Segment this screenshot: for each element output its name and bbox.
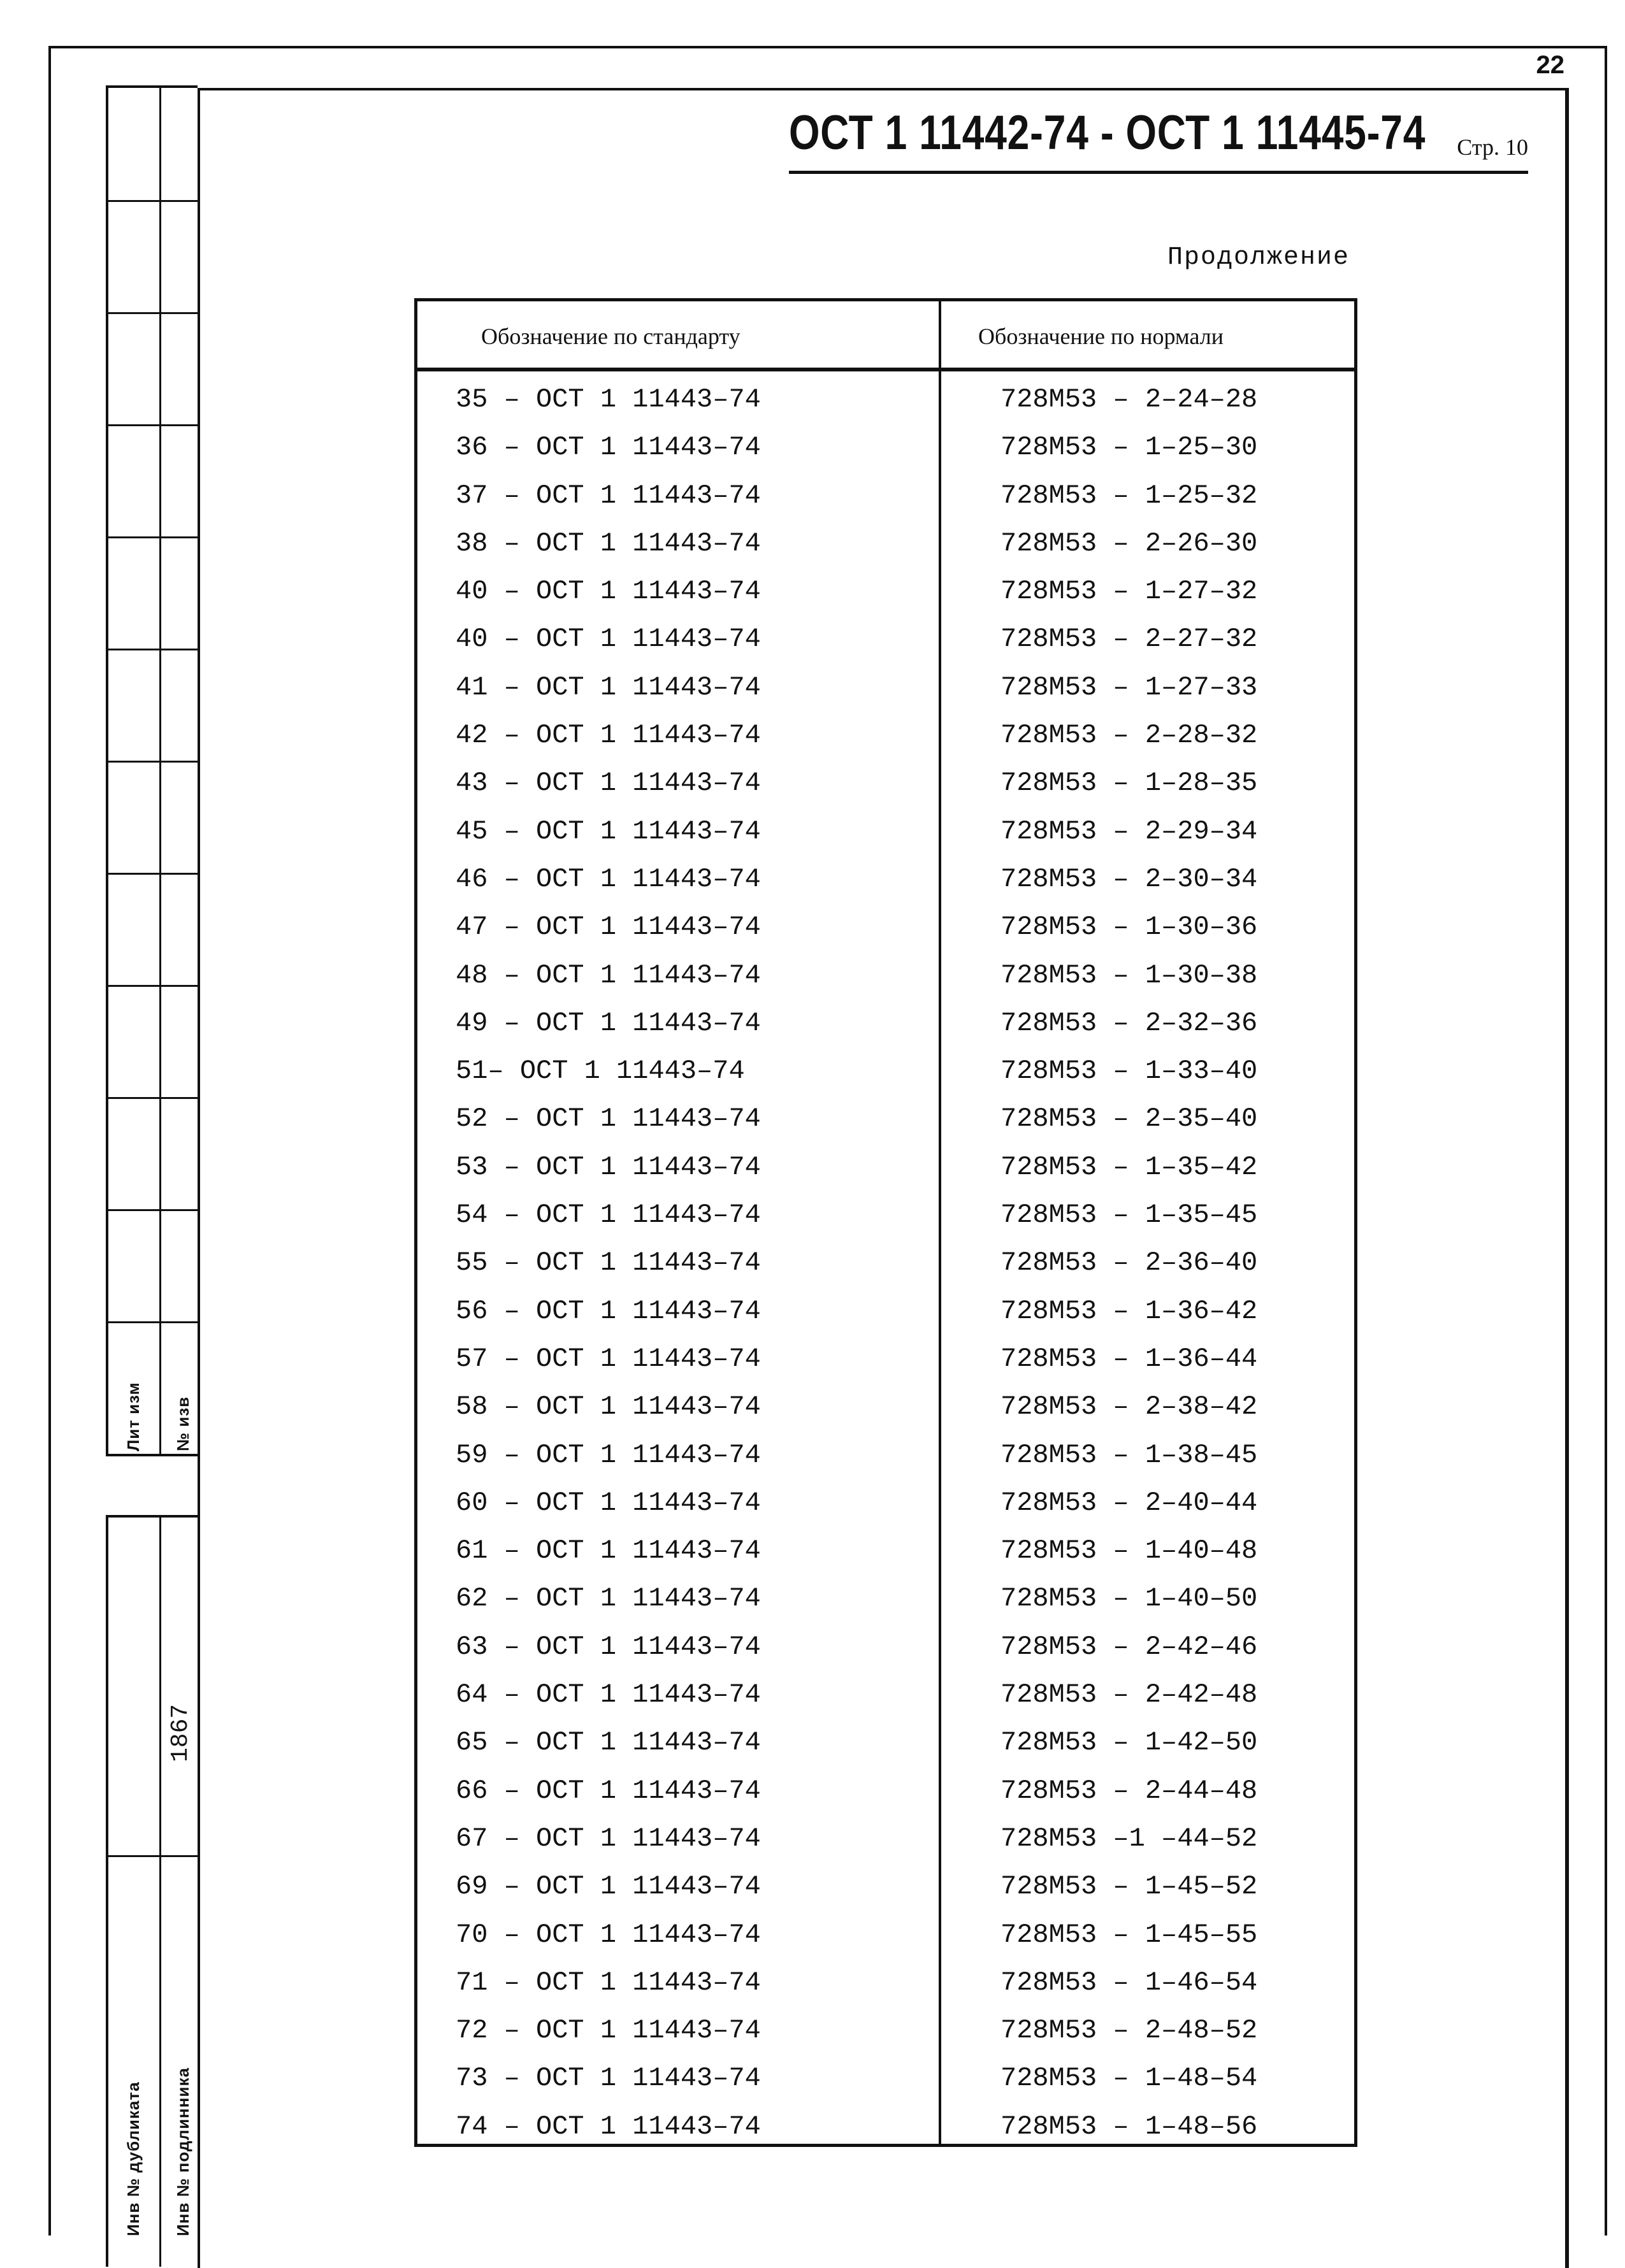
normal-designation-cell: 728М53 – 1–40–48 bbox=[1000, 1535, 1258, 1567]
table-row bbox=[417, 1823, 1354, 1871]
continuation-label: Продолжение bbox=[1167, 243, 1350, 272]
document-header bbox=[789, 102, 1528, 174]
normal-designation-cell: 728М53 – 1–35–45 bbox=[1000, 1200, 1258, 1231]
standard-designation: ОСТ 1 11442-74 - ОСТ 1 11445-74 bbox=[789, 106, 1426, 160]
standard-designation-cell: 69 – ОСТ 1 11443–74 bbox=[456, 1871, 761, 1902]
table-row bbox=[417, 1727, 1354, 1775]
page-number: 22 bbox=[1536, 51, 1564, 79]
normal-designation-cell: 728М53 – 2–48–52 bbox=[1000, 2015, 1258, 2046]
standard-designation-cell: 71 – ОСТ 1 11443–74 bbox=[456, 1967, 761, 1998]
table-row bbox=[417, 624, 1354, 671]
standard-designation-cell: 73 – ОСТ 1 11443–74 bbox=[456, 2063, 761, 2094]
normal-designation-cell: 728М53 – 1–27–32 bbox=[1000, 576, 1258, 607]
table-row bbox=[417, 1679, 1354, 1727]
table-row bbox=[417, 1967, 1354, 2015]
table-row bbox=[417, 1103, 1354, 1151]
standard-designation-cell: 66 – ОСТ 1 11443–74 bbox=[456, 1775, 761, 1806]
table-row bbox=[417, 912, 1354, 959]
table-row bbox=[417, 1008, 1354, 1056]
table-row bbox=[417, 384, 1354, 432]
table-row bbox=[417, 1391, 1354, 1439]
standard-designation-cell: 51– ОСТ 1 11443–74 bbox=[456, 1056, 745, 1087]
standard-designation-cell: 40 – ОСТ 1 11443–74 bbox=[456, 576, 761, 607]
standard-designation-cell: 63 – ОСТ 1 11443–74 bbox=[456, 1631, 761, 1662]
table-row bbox=[417, 1440, 1354, 1488]
normal-designation-cell: 728М53 – 1–33–40 bbox=[1000, 1056, 1258, 1087]
table-row bbox=[417, 1296, 1354, 1344]
standard-designation-cell: 62 – ОСТ 1 11443–74 bbox=[456, 1583, 761, 1614]
table-row bbox=[417, 1583, 1354, 1631]
stamp-column-divider bbox=[159, 88, 161, 1454]
normal-designation-cell: 728М53 – 2–28–32 bbox=[1000, 720, 1258, 751]
stamp-inv-podlinnika: Инв № подлинника bbox=[173, 2067, 192, 2236]
standard-designation-cell: 72 – ОСТ 1 11443–74 bbox=[456, 2015, 761, 2046]
normal-designation-cell: 728М53 – 2–40–44 bbox=[1000, 1487, 1258, 1518]
stamp-row-divider bbox=[108, 873, 198, 875]
standard-designation-cell: 41 – ОСТ 1 11443–74 bbox=[456, 671, 761, 703]
normal-designation-cell: 728М53 – 1–25–32 bbox=[1000, 480, 1258, 511]
table-row bbox=[417, 1344, 1354, 1391]
sheet-number: Стр. 10 bbox=[1457, 134, 1528, 160]
normal-designation-cell: 728М53 – 2–29–34 bbox=[1000, 815, 1258, 847]
stamp-row-divider bbox=[108, 536, 198, 538]
normal-designation-cell: 728М53 – 2–35–40 bbox=[1000, 1103, 1258, 1135]
table-row bbox=[417, 2015, 1354, 2063]
table-row bbox=[417, 432, 1354, 480]
table-row bbox=[417, 528, 1354, 576]
standard-designation-cell: 55 – ОСТ 1 11443–74 bbox=[456, 1247, 761, 1279]
table-row bbox=[417, 1056, 1354, 1103]
standard-designation-cell: 61 – ОСТ 1 11443–74 bbox=[456, 1535, 761, 1567]
table-row bbox=[417, 2063, 1354, 2111]
standard-designation-cell: 65 – ОСТ 1 11443–74 bbox=[456, 1727, 761, 1758]
normal-designation-cell: 728М53 – 1–30–36 bbox=[1000, 912, 1258, 943]
standard-designation-cell: 37 – ОСТ 1 11443–74 bbox=[456, 480, 761, 511]
designation-table bbox=[414, 298, 1357, 2147]
side-stamp-lower bbox=[106, 1515, 198, 2267]
normal-designation-cell: 728М53 – 2–44–48 bbox=[1000, 1775, 1258, 1806]
side-stamp-upper bbox=[106, 85, 198, 1456]
normal-designation-cell: 728М53 – 1–48–54 bbox=[1000, 2063, 1258, 2094]
standard-designation-cell: 38 – ОСТ 1 11443–74 bbox=[456, 528, 761, 559]
normal-designation-cell: 728М53 – 1–27–33 bbox=[1000, 671, 1258, 703]
normal-designation-cell: 728М53 – 1–42–50 bbox=[1000, 1727, 1258, 1758]
table-row bbox=[417, 672, 1354, 720]
standard-designation-cell: 40 – ОСТ 1 11443–74 bbox=[456, 624, 761, 655]
table-row bbox=[417, 1200, 1354, 1247]
normal-designation-cell: 728М53 – 1–40–50 bbox=[1000, 1583, 1258, 1614]
standard-designation-cell: 58 – ОСТ 1 11443–74 bbox=[456, 1391, 761, 1423]
normal-designation-cell: 728М53 – 2–36–40 bbox=[1000, 1247, 1258, 1279]
standard-designation-cell: 54 – ОСТ 1 11443–74 bbox=[456, 1200, 761, 1231]
table-row bbox=[417, 1776, 1354, 1823]
normal-designation-cell: 728М53 – 1–25–30 bbox=[1000, 432, 1258, 463]
column-header-standard: Обозначение по стандарту bbox=[481, 324, 740, 349]
standard-designation-cell: 49 – ОСТ 1 11443–74 bbox=[456, 1007, 761, 1038]
standard-designation-cell: 36 – ОСТ 1 11443–74 bbox=[456, 432, 761, 463]
stamp-row-divider bbox=[108, 200, 198, 202]
stamp-row-divider bbox=[108, 1321, 198, 1323]
table-row bbox=[417, 1871, 1354, 1919]
stamp-row-divider bbox=[108, 312, 198, 314]
normal-designation-cell: 728М53 – 1–48–56 bbox=[1000, 2111, 1258, 2142]
stamp-row-divider bbox=[108, 649, 198, 650]
table-row bbox=[417, 1920, 1354, 1967]
standard-designation-cell: 64 – ОСТ 1 11443–74 bbox=[456, 1679, 761, 1711]
normal-designation-cell: 728М53 – 2–38–42 bbox=[1000, 1391, 1258, 1423]
table-row bbox=[417, 1152, 1354, 1200]
stamp-row-divider bbox=[108, 1855, 198, 1857]
table-row bbox=[417, 768, 1354, 815]
table-row bbox=[417, 2111, 1354, 2159]
column-header-normal: Обозначение по нормали bbox=[978, 324, 1224, 349]
standard-designation-cell: 46 – ОСТ 1 11443–74 bbox=[456, 863, 761, 894]
normal-designation-cell: 728М53 – 1–30–38 bbox=[1000, 959, 1258, 991]
normal-designation-cell: 728М53 – 2–42–46 bbox=[1000, 1631, 1258, 1662]
normal-designation-cell: 728М53 – 1–36–42 bbox=[1000, 1295, 1258, 1326]
stamp-column-divider bbox=[159, 1518, 161, 2267]
standard-designation-cell: 67 – ОСТ 1 11443–74 bbox=[456, 1823, 761, 1854]
table-row bbox=[417, 864, 1354, 912]
table-row bbox=[417, 480, 1354, 528]
standard-designation-cell: 70 – ОСТ 1 11443–74 bbox=[456, 1919, 761, 1950]
normal-designation-cell: 728М53 – 1–45–52 bbox=[1000, 1871, 1258, 1902]
standard-designation-cell: 74 – ОСТ 1 11443–74 bbox=[456, 2111, 761, 2142]
standard-designation-cell: 60 – ОСТ 1 11443–74 bbox=[456, 1487, 761, 1518]
stamp-row-divider bbox=[108, 1209, 198, 1211]
normal-designation-cell: 728М53 – 1–35–42 bbox=[1000, 1151, 1258, 1182]
normal-designation-cell: 728М53 – 1–46–54 bbox=[1000, 1967, 1258, 1998]
stamp-inv-dublikata: Инв № дубликата bbox=[124, 2081, 143, 2236]
stamp-row-divider bbox=[108, 985, 198, 987]
standard-designation-cell: 57 – ОСТ 1 11443–74 bbox=[456, 1343, 761, 1374]
normal-designation-cell: 728М53 –1 –44–52 bbox=[1000, 1823, 1258, 1854]
normal-designation-cell: 728М53 – 2–32–36 bbox=[1000, 1007, 1258, 1038]
normal-designation-cell: 728М53 – 2–24–28 bbox=[1000, 384, 1258, 415]
standard-designation-cell: 47 – ОСТ 1 11443–74 bbox=[456, 912, 761, 943]
table-row bbox=[417, 1535, 1354, 1583]
standard-designation-cell: 42 – ОСТ 1 11443–74 bbox=[456, 720, 761, 751]
stamp-row-divider bbox=[108, 424, 198, 426]
table-row bbox=[417, 1247, 1354, 1295]
standard-designation-cell: 48 – ОСТ 1 11443–74 bbox=[456, 959, 761, 991]
table-row bbox=[417, 576, 1354, 624]
stamp-row-divider bbox=[108, 1097, 198, 1099]
standard-designation-cell: 52 – ОСТ 1 11443–74 bbox=[456, 1103, 761, 1135]
stamp-row-divider bbox=[108, 761, 198, 763]
stamp-inv-number: 1867 bbox=[167, 1704, 194, 1762]
normal-designation-cell: 728М53 – 1–45–55 bbox=[1000, 1919, 1258, 1950]
standard-designation-cell: 45 – ОСТ 1 11443–74 bbox=[456, 815, 761, 847]
normal-designation-cell: 728М53 – 2–27–32 bbox=[1000, 624, 1258, 655]
normal-designation-cell: 728М53 – 2–30–34 bbox=[1000, 863, 1258, 894]
normal-designation-cell: 728М53 – 2–42–48 bbox=[1000, 1679, 1258, 1711]
standard-designation-cell: 35 – ОСТ 1 11443–74 bbox=[456, 384, 761, 415]
table-header bbox=[417, 301, 1354, 371]
standard-designation-cell: 43 – ОСТ 1 11443–74 bbox=[456, 768, 761, 799]
table-row bbox=[417, 816, 1354, 864]
table-row bbox=[417, 720, 1354, 768]
normal-designation-cell: 728М53 – 1–36–44 bbox=[1000, 1343, 1258, 1374]
stamp-lit-izm: Лит изм bbox=[124, 1382, 143, 1451]
standard-designation-cell: 59 – ОСТ 1 11443–74 bbox=[456, 1439, 761, 1470]
normal-designation-cell: 728М53 – 1–38–45 bbox=[1000, 1439, 1258, 1470]
normal-designation-cell: 728М53 – 1–28–35 bbox=[1000, 768, 1258, 799]
standard-designation-cell: 53 – ОСТ 1 11443–74 bbox=[456, 1151, 761, 1182]
table-body bbox=[417, 384, 1354, 2159]
table-row bbox=[417, 960, 1354, 1008]
stamp-no-izv: № изв bbox=[173, 1396, 192, 1451]
table-row bbox=[417, 1632, 1354, 1679]
table-row bbox=[417, 1488, 1354, 1535]
normal-designation-cell: 728М53 – 2–26–30 bbox=[1000, 528, 1258, 559]
standard-designation-cell: 56 – ОСТ 1 11443–74 bbox=[456, 1295, 761, 1326]
